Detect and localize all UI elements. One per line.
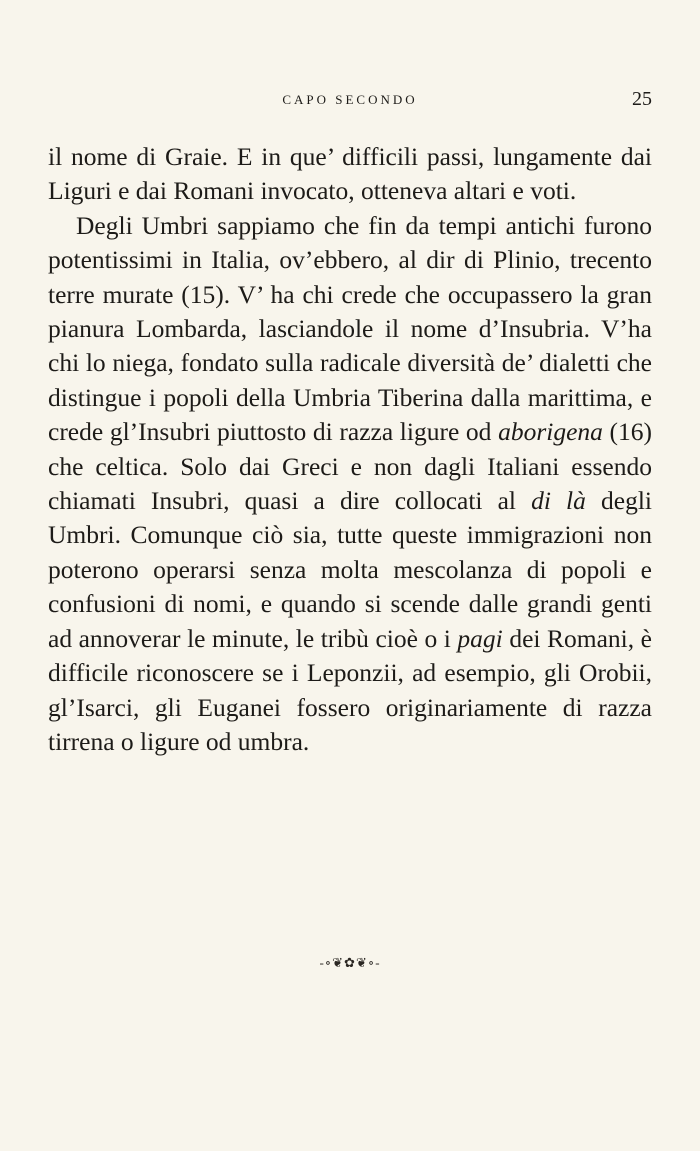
page-number: 25	[632, 88, 652, 110]
text-run: degli Umbri. Comunque ciò sia, tutte queste immigrazioni non poterono operarsi senza molta mescolanza di popoli e confusioni di nomi, e quando si scende dalle grandi genti ad annoverar le minute, le tribù cioè o i	[48, 486, 652, 653]
italic-term-pagi: pagi	[457, 623, 503, 653]
ornament-divider-icon: -∘❦✿❦∘-	[319, 955, 381, 970]
body-text	[48, 140, 652, 759]
text-run: (16) che celtica. Solo dai Greci e non dagli Italiani essendo chiamati Insubri, quasi a dire collocati al	[48, 417, 653, 516]
italic-term-aborigena: aborigena	[498, 417, 603, 447]
paragraph-2	[48, 209, 652, 760]
text-run: Degli Umbri sappiamo che fin da tempi antichi furono potentissimi in Italia, ov’ebbero, al dir di Plinio, trecento terre murate (15). V’ ha chi crede che occupassero la gran pianura Lombarda, lasciandole il nome d’Insubria. V’ha chi lo niega, fondato sulla radicale diversità de’ dialetti che distingue i popoli della Umbria Tiberina dalla marittima, e crede gl’Insubri piuttosto di razza ligure od	[48, 210, 652, 447]
italic-term-di-la: di là	[531, 486, 586, 516]
paragraph-1	[48, 140, 652, 209]
running-title: CAPO SECONDO	[282, 92, 418, 107]
text-run: dei Romani, è difficile riconoscere se i Leponzii, ad esempio, gli Orobii, gl’Isarci, gli Euganei fossero originariamente di razza tirrena o ligure od umbra.	[48, 623, 653, 756]
running-head	[48, 88, 652, 118]
text-run: il nome di Graie. E in que’ difficili passi, lungamente dai Liguri e dai Romani invocato, otteneva altari e voti.	[48, 142, 652, 206]
